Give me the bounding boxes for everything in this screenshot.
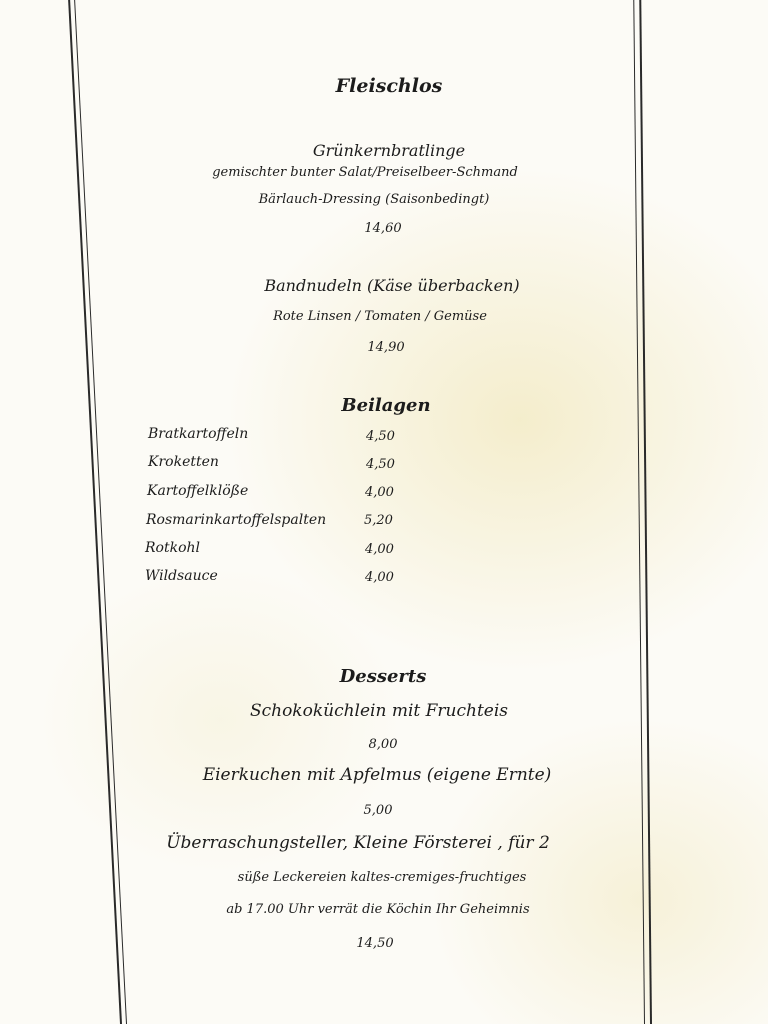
side-dish-name: Wildsauce <box>145 568 218 584</box>
section-title-desserts: Desserts <box>339 666 427 687</box>
dessert-name: Überraschungsteller, Kleine Försterei , für 2 <box>166 833 550 853</box>
side-dish-name: Rotkohl <box>145 540 201 556</box>
side-dish-name: Bratkartoffeln <box>148 426 249 442</box>
side-dish-price: 4,00 <box>365 485 394 500</box>
dish-name: Grünkernbratlinge <box>312 141 466 160</box>
side-dish-name: Kroketten <box>148 454 219 470</box>
side-dish-price: 4,50 <box>366 457 395 472</box>
dessert-name: Schokoküchlein mit Fruchteis <box>249 701 509 721</box>
dessert-price: 5,00 <box>363 803 393 818</box>
side-dish-price: 4,50 <box>366 429 395 444</box>
right-border-outer <box>639 0 652 1024</box>
dish-name: Bandnudeln (Käse überbacken) <box>264 276 520 295</box>
side-dish-name: Kartoffelklöße <box>147 483 249 499</box>
right-border-inner <box>633 0 645 1024</box>
dessert-name: Eierkuchen mit Apfelmus (eigene Ernte) <box>202 765 552 785</box>
side-dish-price: 4,00 <box>365 542 394 557</box>
left-border-inner <box>74 0 127 1024</box>
dish-price: 14,60 <box>364 221 402 236</box>
dessert-description: süße Leckereien kaltes-cremiges-fruchtiges <box>237 870 527 885</box>
left-border-outer <box>68 0 122 1024</box>
side-dish-price: 4,00 <box>365 570 394 585</box>
dessert-price: 8,00 <box>368 737 398 752</box>
section-title-beilagen: Beilagen <box>341 395 431 416</box>
side-dish-name: Rosmarinkartoffelspalten <box>146 512 327 528</box>
section-title-fleischlos: Fleischlos <box>335 75 443 97</box>
side-dish-price: 5,20 <box>364 513 393 528</box>
dish-description: Rote Linsen / Tomaten / Gemüse <box>273 309 487 324</box>
dessert-price: 14,50 <box>356 936 394 951</box>
dish-description: gemischter bunter Salat/Preiselbeer-Schmand <box>212 165 518 180</box>
dish-description: Bärlauch-Dressing (Saisonbedingt) <box>258 192 490 207</box>
dish-price: 14,90 <box>367 340 405 355</box>
dessert-description: ab 17.00 Uhr verrät die Köchin Ihr Geheimnis <box>226 902 530 917</box>
